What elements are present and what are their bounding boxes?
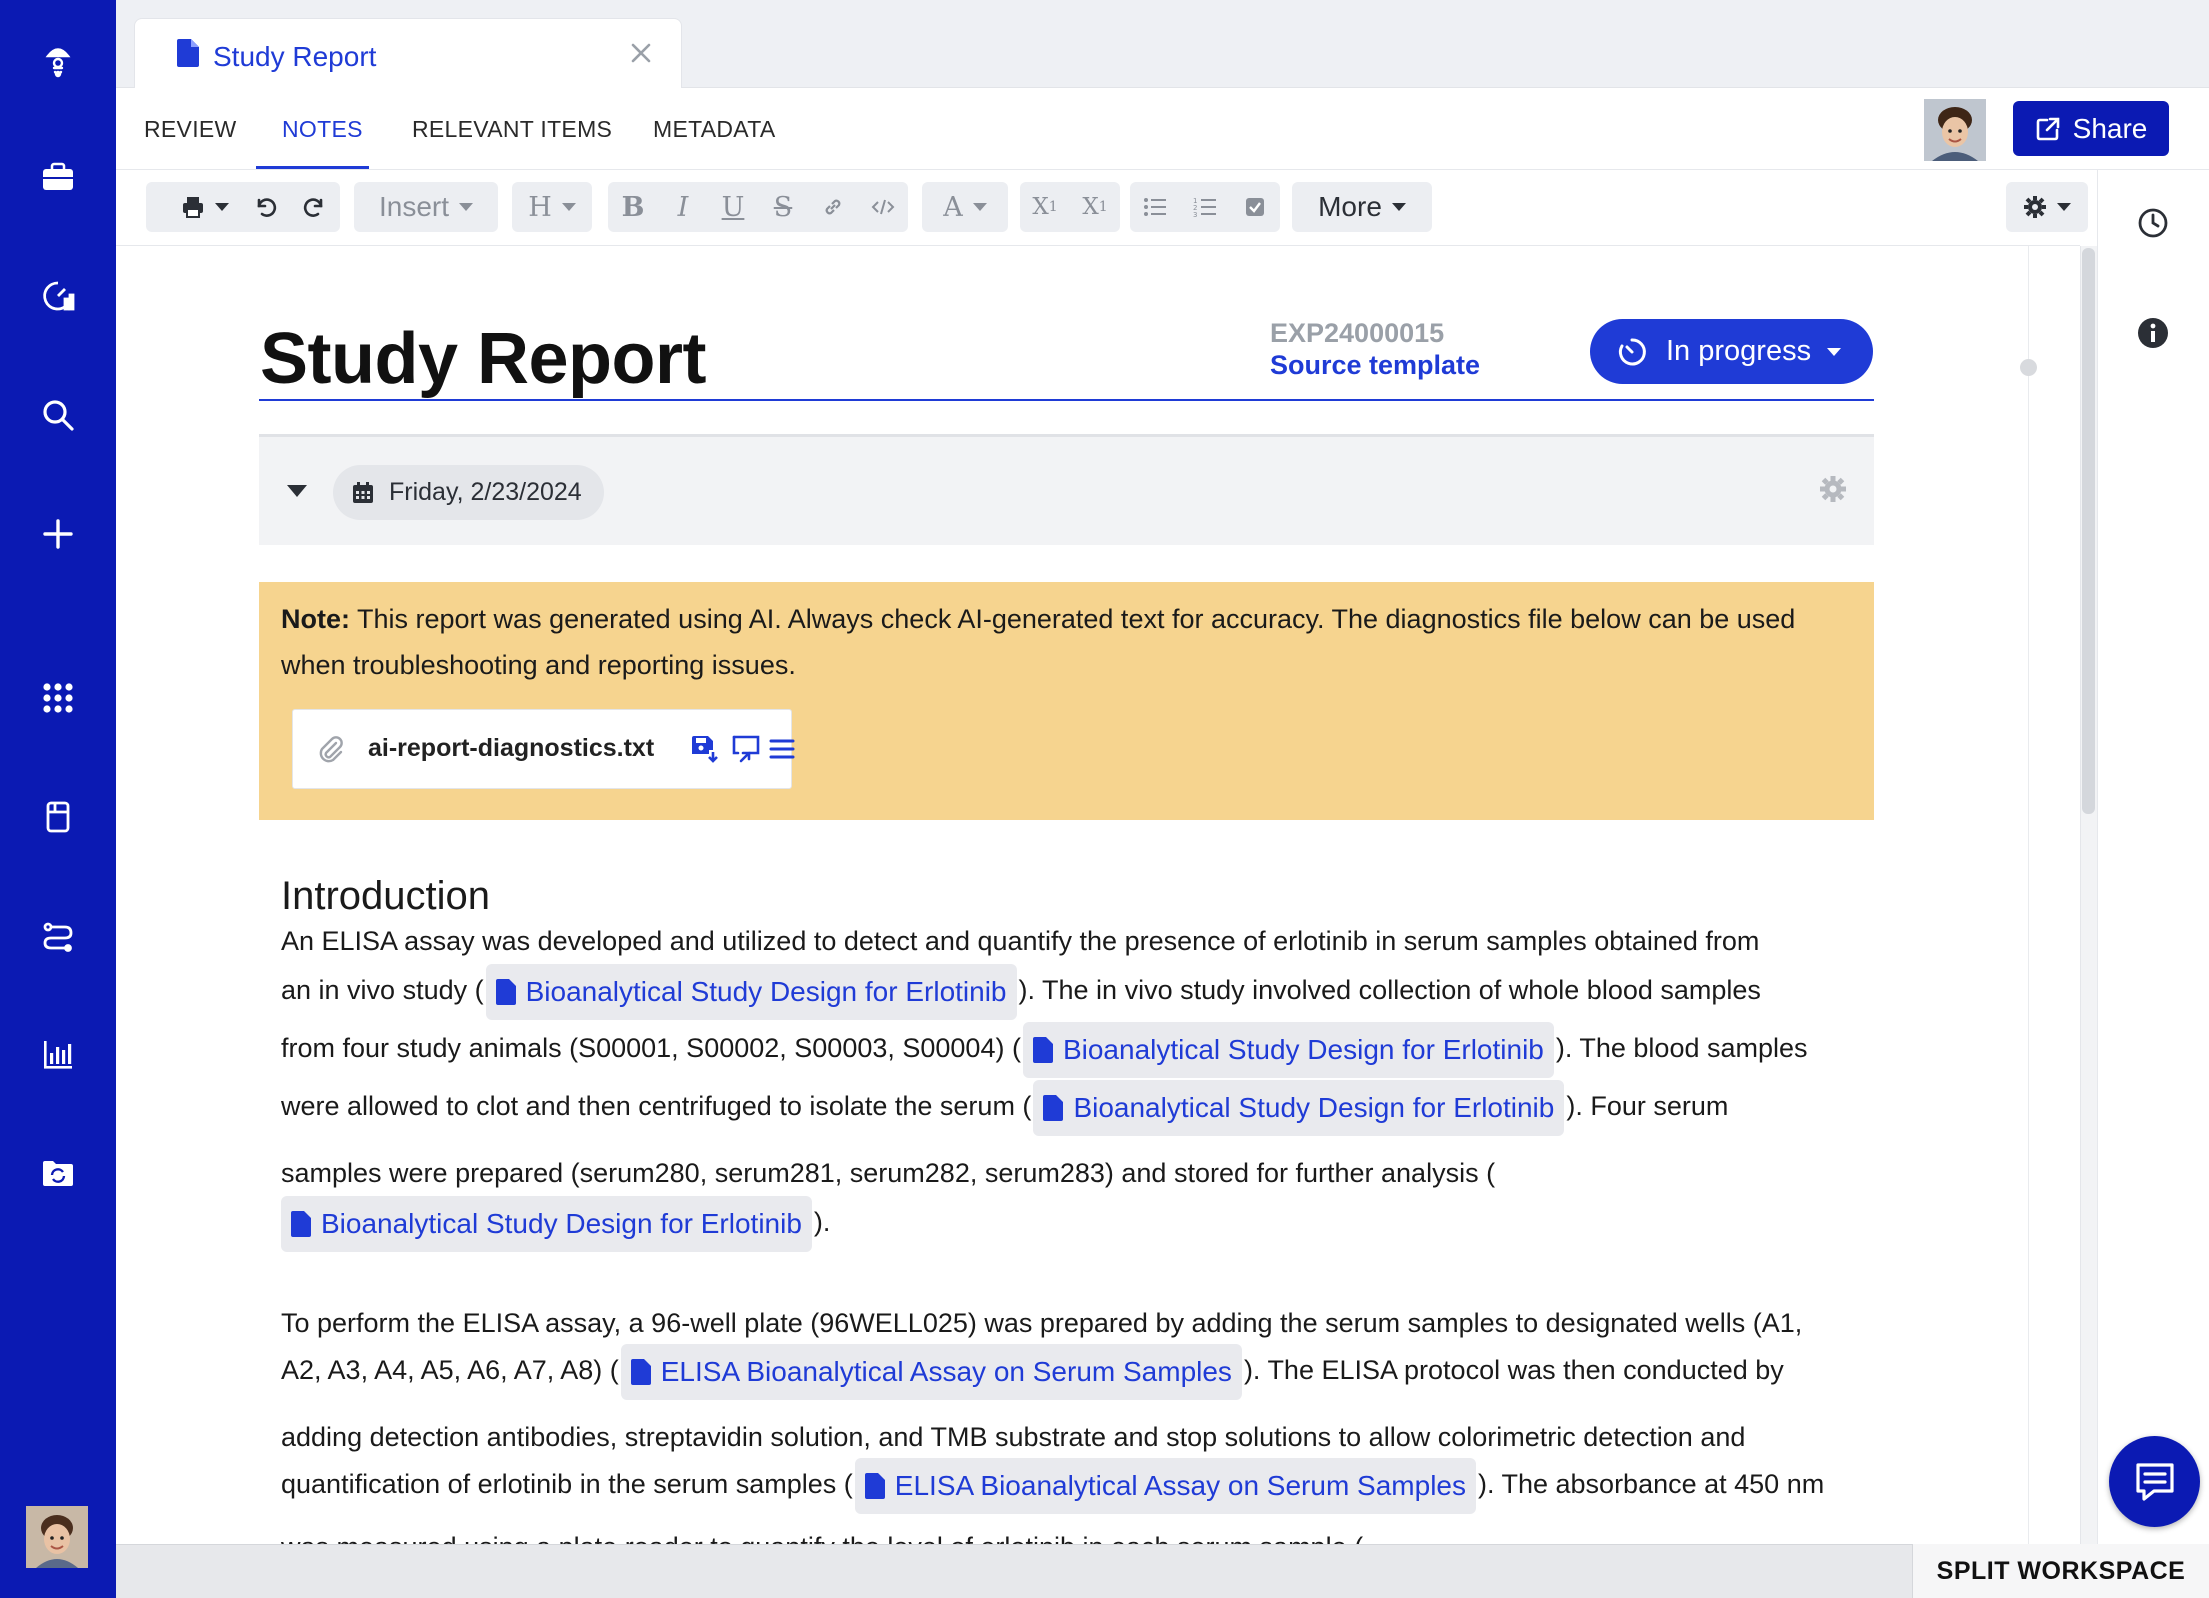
svg-text:1: 1 xyxy=(1193,197,1198,205)
date-chip[interactable] xyxy=(333,465,604,520)
date-label: Friday, 2/23/2024 xyxy=(389,478,582,506)
text-span: ). xyxy=(813,1207,831,1238)
chip-label: ELISA Bioanalytical Assay on Serum Samples xyxy=(894,1470,1466,1501)
font-color-menu[interactable]: A xyxy=(922,182,1008,232)
note-label: Note: xyxy=(281,604,350,634)
link-icon xyxy=(822,196,844,218)
document-icon xyxy=(865,1473,885,1499)
tab-title: Study Report xyxy=(213,41,377,72)
info-icon[interactable] xyxy=(2136,316,2170,350)
tab-relevant-items[interactable]: RELEVANT ITEMS xyxy=(412,116,613,142)
redo-button[interactable] xyxy=(290,182,340,232)
text-span: an in vivo study ( xyxy=(281,975,484,1006)
save-download-icon[interactable] xyxy=(689,734,719,764)
source-template-link[interactable]: Source template xyxy=(1270,350,1481,380)
text-line: samples were prepared (serum280, serum281, serum282, serum283) and stored for further analysis ( xyxy=(281,1158,1496,1188)
gear-icon xyxy=(2023,195,2047,219)
attachment-filename[interactable]: ai-report-diagnostics.txt xyxy=(368,734,655,762)
redo-icon xyxy=(303,195,327,219)
text-line: To perform the ELISA assay, a 96-well plate (96WELL025) was prepared by adding the serum samples to designated wells (A1, xyxy=(281,1308,1803,1338)
reference-chip[interactable] xyxy=(855,1458,1476,1514)
dashboard-icon[interactable] xyxy=(0,264,116,328)
user-avatar-rail[interactable] xyxy=(26,1506,88,1568)
right-side-panel xyxy=(2097,170,2209,1544)
progress-icon xyxy=(1616,336,1648,368)
numbered-list-icon xyxy=(1193,196,1217,218)
reference-chip[interactable] xyxy=(1023,1022,1554,1078)
chip-label: ELISA Bioanalytical Assay on Serum Samples xyxy=(660,1356,1232,1387)
page-title[interactable]: Study Report xyxy=(260,319,707,399)
editor-settings-menu[interactable] xyxy=(2006,182,2088,232)
status-label: In progress xyxy=(1666,335,1812,367)
intro-paragraph-1[interactable] xyxy=(281,926,1861,1246)
tab-review[interactable]: REVIEW xyxy=(144,116,237,142)
chip-label: Bioanalytical Study Design for Erlotinib xyxy=(525,976,1007,1007)
briefcase-icon[interactable] xyxy=(0,145,116,209)
attachment-card[interactable] xyxy=(292,709,792,789)
tab-notes[interactable]: NOTES xyxy=(282,116,363,142)
entry-settings-gear-icon[interactable] xyxy=(1818,474,1848,504)
text-span: ). Four serum xyxy=(1566,1091,1729,1122)
scrollbar-thumb[interactable] xyxy=(2082,248,2095,814)
link-button[interactable] xyxy=(808,182,858,232)
paperclip-icon xyxy=(315,734,347,766)
reference-chip[interactable] xyxy=(281,1196,812,1252)
insert-label: Insert xyxy=(378,191,450,222)
experiment-id: EXP24000015 xyxy=(1270,318,1445,348)
text-span: ). The blood samples xyxy=(1555,1033,1808,1064)
bullet-list-button[interactable] xyxy=(1130,182,1180,232)
tab-strip xyxy=(116,0,2209,88)
svg-text:3: 3 xyxy=(1193,211,1198,219)
section-heading[interactable]: Introduction xyxy=(281,874,491,918)
checkbox-icon xyxy=(1244,196,1266,218)
subtab-bar xyxy=(116,88,2209,170)
workflow-icon[interactable] xyxy=(0,904,116,968)
document-icon xyxy=(177,39,199,67)
history-group xyxy=(240,182,340,232)
bullet-list-icon xyxy=(1143,196,1167,218)
sync-folder-icon[interactable] xyxy=(0,1141,116,1205)
left-rail xyxy=(0,0,116,1598)
text-span: from four study animals (S00001, S00002, S00003, S00004) ( xyxy=(281,1033,1021,1064)
document-icon xyxy=(631,1359,651,1385)
text-span: ). The absorbance at 450 nm xyxy=(1477,1469,1825,1500)
bold-button[interactable]: B xyxy=(621,191,645,223)
bottom-bar xyxy=(116,1544,2209,1598)
printer-icon xyxy=(181,195,205,219)
document-tab[interactable] xyxy=(134,18,682,90)
margin-guide xyxy=(2028,246,2029,1544)
document-icon xyxy=(1043,1095,1063,1121)
italic-button[interactable]: I xyxy=(677,191,689,223)
split-workspace-button[interactable]: SPLIT WORKSPACE xyxy=(1912,1544,2209,1598)
share-button[interactable] xyxy=(2013,101,2169,156)
status-dropdown[interactable] xyxy=(1590,319,1873,384)
text-line: adding detection antibodies, streptavidin solution, and TMB substrate and stop solutions to allow colorimetric detection and xyxy=(281,1422,1746,1452)
script-group xyxy=(1020,182,1120,232)
menu-icon[interactable] xyxy=(767,734,797,764)
chip-label: Bioanalytical Study Design for Erlotinib xyxy=(1073,1092,1555,1123)
superscript-button[interactable]: X 1 xyxy=(1082,194,1108,220)
calendar-icon xyxy=(351,481,375,505)
tab-metadata[interactable]: METADATA xyxy=(653,116,776,142)
code-button[interactable] xyxy=(858,182,908,232)
open-external-icon[interactable] xyxy=(731,734,761,764)
more-label: More xyxy=(1318,191,1382,222)
chat-button[interactable] xyxy=(2109,1436,2200,1527)
document-icon xyxy=(291,1211,311,1237)
more-menu[interactable] xyxy=(1292,182,1432,232)
text-line: An ELISA assay was developed and utilized to detect and quantify the presence of erlotinib in serum samples obtained from xyxy=(281,926,1760,956)
note-text: This report was generated using AI. Always check AI-generated text for accuracy. The diagnostics file below can be used when troubleshooting and reporting issues. xyxy=(281,604,1796,680)
mascot-icon[interactable] xyxy=(0,28,116,92)
document-icon xyxy=(1033,1037,1053,1063)
svg-text:2: 2 xyxy=(1193,204,1198,212)
user-avatar[interactable] xyxy=(1924,99,1986,161)
reference-chip[interactable] xyxy=(621,1344,1242,1400)
search-icon[interactable] xyxy=(0,383,116,447)
plus-icon[interactable] xyxy=(0,502,116,566)
reference-chip[interactable] xyxy=(1033,1080,1564,1136)
bar-chart-icon[interactable] xyxy=(0,1022,116,1086)
numbered-list-button[interactable] xyxy=(1180,182,1230,232)
text-span: ). The ELISA protocol was then conducted by xyxy=(1243,1355,1784,1386)
chat-icon xyxy=(2132,1459,2178,1505)
entry-header xyxy=(259,434,1874,545)
text-span: were allowed to clot and then centrifuged to isolate the serum ( xyxy=(281,1091,1032,1122)
title-underline xyxy=(259,399,1874,401)
active-tab-indicator xyxy=(256,166,369,169)
code-icon xyxy=(871,196,895,218)
underline-button[interactable]: U xyxy=(721,191,745,223)
undo-icon xyxy=(253,195,277,219)
notebook-icon[interactable] xyxy=(0,785,116,849)
close-icon[interactable] xyxy=(625,37,657,69)
share-label: Share xyxy=(2072,112,2148,144)
subscript-button[interactable]: X 1 xyxy=(1032,194,1058,220)
insert-menu[interactable] xyxy=(354,182,498,232)
text-span: ). The in vivo study involved collection of whole blood samples xyxy=(1018,975,1761,1006)
document-icon xyxy=(496,979,516,1005)
history-clock-icon[interactable] xyxy=(2136,206,2170,240)
strikethrough-button[interactable]: S xyxy=(773,191,793,223)
intro-paragraph-2[interactable] xyxy=(281,1298,1861,1544)
margin-handle[interactable] xyxy=(2020,359,2037,376)
chip-label: Bioanalytical Study Design for Erlotinib xyxy=(1062,1034,1544,1065)
ai-note-callout xyxy=(259,582,1874,820)
heading-menu[interactable] xyxy=(512,182,592,232)
external-link-icon xyxy=(2035,116,2061,142)
text-span: A2, A3, A4, A5, A6, A7, A8) ( xyxy=(281,1355,619,1386)
chip-label: Bioanalytical Study Design for Erlotinib xyxy=(321,1208,802,1239)
checklist-button[interactable] xyxy=(1230,182,1280,232)
undo-button[interactable] xyxy=(240,182,290,232)
reference-chip[interactable] xyxy=(486,964,1017,1020)
heading-label: H xyxy=(528,191,552,223)
collapse-toggle-icon[interactable] xyxy=(287,485,307,497)
list-group xyxy=(1130,182,1280,232)
editor-toolbar xyxy=(116,170,2080,246)
apps-grid-icon[interactable] xyxy=(0,666,116,730)
format-group xyxy=(608,182,908,232)
text-span: quantification of erlotinib in the serum samples ( xyxy=(281,1469,853,1500)
